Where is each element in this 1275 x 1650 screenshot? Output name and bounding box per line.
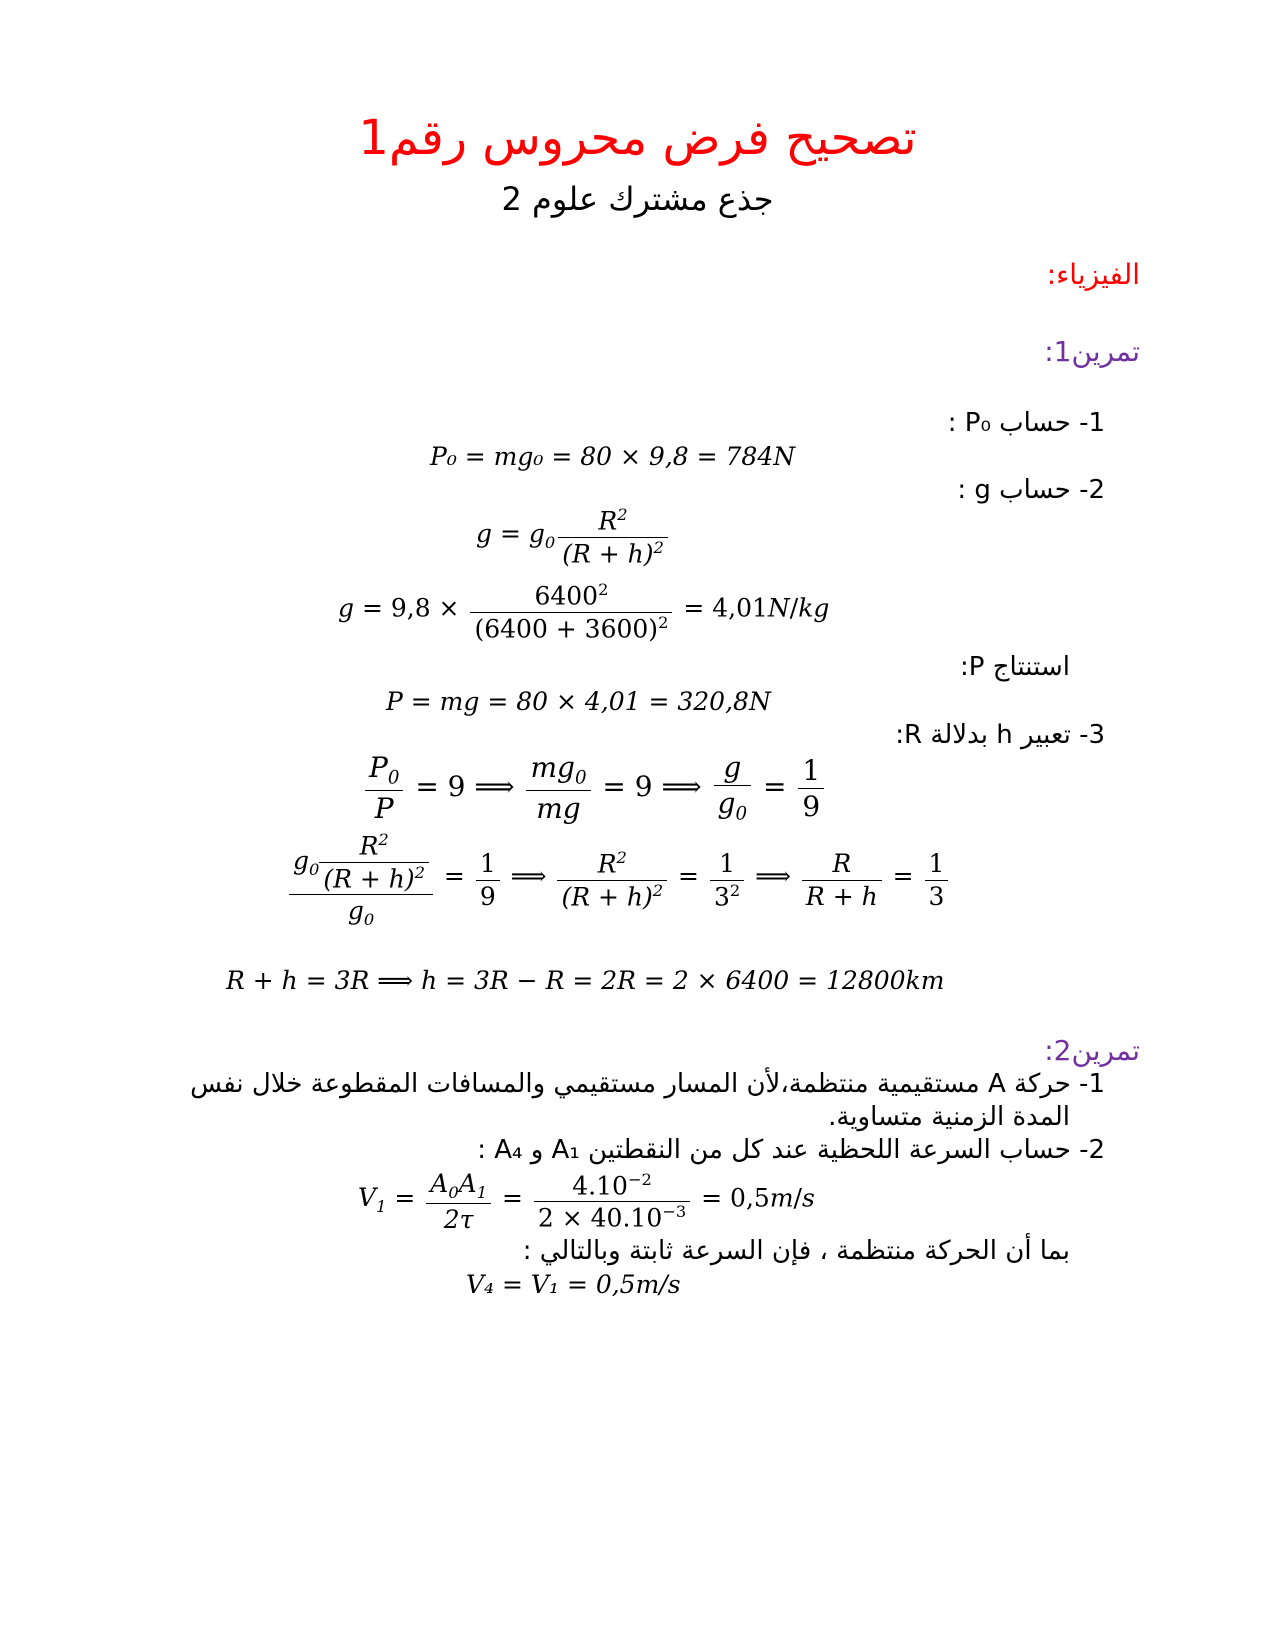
- eq-v1: $V_1$ = $\frac{A_0A_1}{2\tau}$ = $\frac{4.10^{-2}}{2 \times 40.10^{-3}}$ = 0,5m/s: [358, 1169, 815, 1235]
- eq-h: R + h = 3R ⟹ h = 3R − R = 2R = 2 × 6400 = 12800km: [226, 966, 945, 995]
- eq-v4: V₄ = V₁ = 0,5m/s: [466, 1270, 681, 1299]
- section-title-physics: الفيزياء:: [1046, 258, 1140, 291]
- ex1-q1-label: 1- حساب P₀ :: [947, 408, 1105, 438]
- ex2-since-text: بما أن الحركة منتظمة ، فإن السرعة ثابتة وبالتالي :: [522, 1236, 1070, 1266]
- exercise-2-title: تمرين2:: [1044, 1034, 1140, 1067]
- ex2-q2-label: 2- حساب السرعة اللحظية عند كل من النقطتين A₁ و A₄ :: [477, 1135, 1105, 1165]
- eq-p: P = mg = 80 × 4,01 = 320,8N: [386, 687, 771, 716]
- ex2-q1-line1: 1- حركة A مستقيمية منتظمة،لأن المسار مستقيمي والمسافات المقطوعة خلال نفس: [190, 1069, 1105, 1099]
- eq-g-formula: $g = g_0$ $\frac{R^2}{(R + h)^2}$: [476, 505, 671, 569]
- page-subtitle: جذع مشترك علوم 2: [501, 180, 774, 218]
- ex1-q3-label: 3- تعبير h بدلالة R:: [895, 720, 1105, 750]
- ex2-q1-line2: المدة الزمنية متساوية.: [828, 1102, 1070, 1132]
- eq-p0: P₀ = mg₀ = 80 × 9,8 = 784N: [430, 442, 796, 471]
- eq-ratio-1: $\frac{P_0}{P}$ = 9 ⟹ $\frac{mg_0}{mg}$ = 9 ⟹ $\frac{g}{g_0}$ = $\frac{1}{9}$: [362, 750, 827, 826]
- ex1-q2-label: 2- حساب g :: [957, 475, 1105, 505]
- page-title: تصحيح فرض محروس رقم1: [358, 110, 917, 166]
- eq-g-value: g = 9,8 × $\frac{6400^2}{(6400 + 3600)^2}$ = 4,01N/kg: [338, 580, 830, 643]
- eq-ratio-2: $g_0$ $\frac{R^2}{(R + h)^2}$ $g_0$ = $\frac{1}{9}$ ⟹ $\frac{R^2}{(R + h)^2}$ = $\frac{1}{3^2}$ ⟹ $\frac{R}{R + h}$ = $\frac{1}{3}$: [286, 830, 951, 930]
- exercise-1-title: تمرين1:: [1044, 335, 1140, 368]
- ex1-deduce-label: استنتاج P:: [960, 652, 1070, 682]
